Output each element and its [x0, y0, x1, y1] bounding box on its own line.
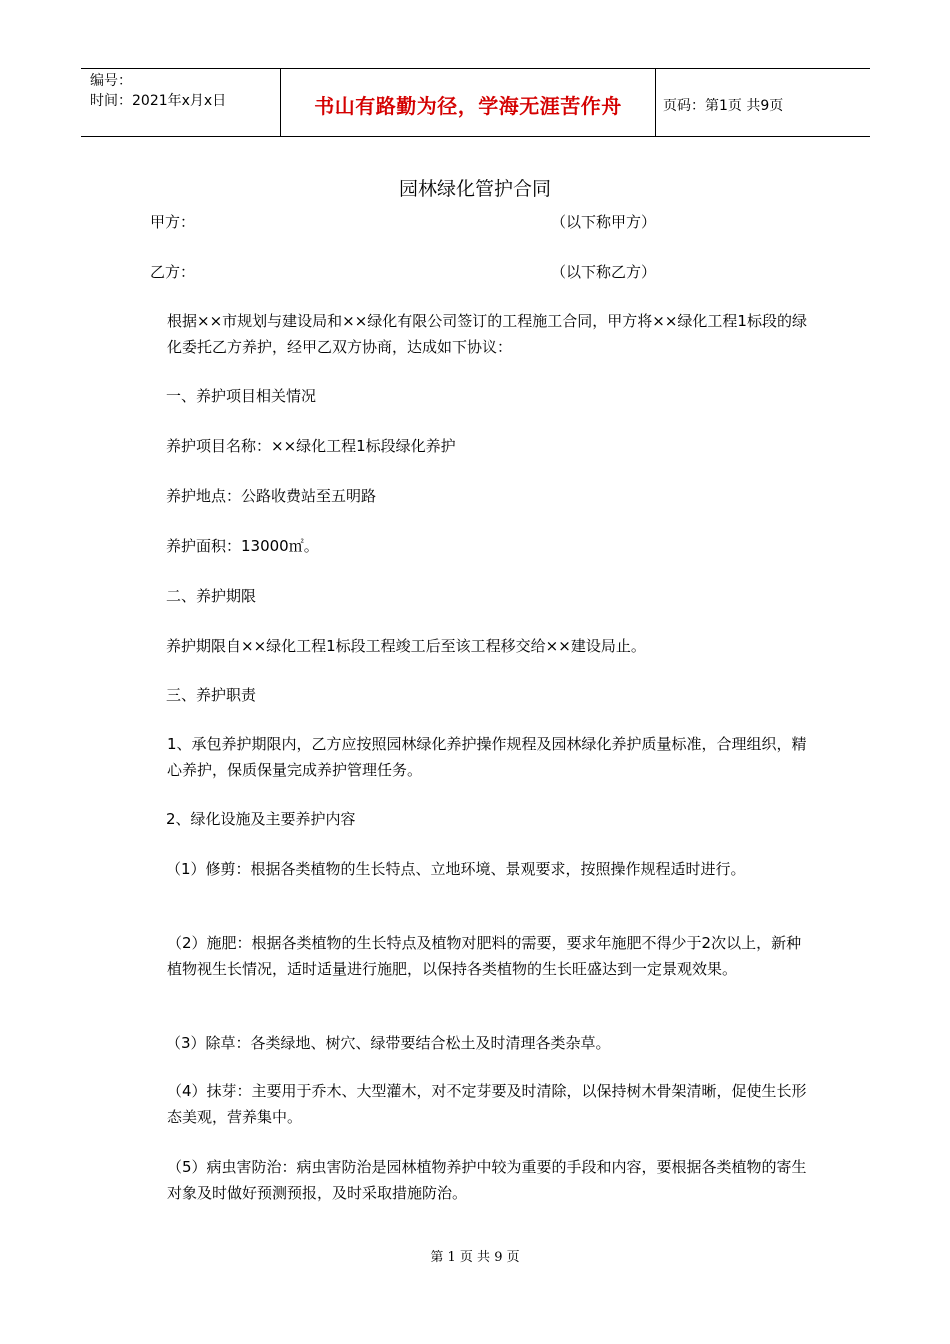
project-place: 养护地点：公路收费站至五明路: [166, 487, 377, 505]
sub-item-pest-control: [145, 1154, 815, 1206]
sub-item-pest-control-text: （5）病虫害防治：病虫害防治是园林植物养护中较为重要的手段和内容，要根据各类植物的寄生对象及时做好预测预报，及时采取措施防治。: [167, 1158, 807, 1202]
sub-item-bud-removal: [145, 1078, 815, 1130]
header-table: [81, 68, 870, 137]
party-b-note: （以下称乙方）: [551, 263, 657, 281]
project-name: 养护项目名称：××绿化工程1标段绿化养护: [166, 437, 456, 455]
duty-item-2: 2、绿化设施及主要养护内容: [166, 810, 356, 828]
section-1-heading: 一、养护项目相关情况: [166, 387, 317, 405]
duty-item-1-text: 1、承包养护期限内，乙方应按照园林绿化养护操作规程及园林绿化养护质量标准，合理组织，精心养护，保质保量完成养护管理任务。: [167, 735, 807, 779]
motto: 书山有路勤为径，学海无涯苦作舟: [314, 94, 622, 118]
header-meta: [81, 69, 281, 136]
header-motto-cell: [281, 69, 656, 136]
party-a-note: （以下称甲方）: [551, 213, 657, 231]
header-page-cell: [656, 69, 870, 136]
page-footer: 第 1 页 共 9 页: [430, 1250, 520, 1265]
section-3-heading: 三、养护职责: [166, 686, 257, 704]
party-a-label: 甲方：: [150, 213, 196, 231]
intro-text: 根据××市规划与建设局和××绿化有限公司签订的工程施工合同，甲方将××绿化工程1标段的绿化委托乙方养护，经甲乙双方协商，达成如下协议：: [167, 312, 807, 356]
intro-paragraph: [145, 308, 815, 360]
party-b-label: 乙方：: [150, 263, 196, 281]
section-2-heading: 二、养护期限: [166, 587, 257, 605]
sub-item-fertilizing: [145, 930, 815, 982]
sub-item-weeding: （3）除草：各类绿地、树穴、绿带要结合松土及时清理各类杂草。: [166, 1034, 611, 1052]
sub-item-fertilizing-text: （2）施肥：根据各类植物的生长特点及植物对肥料的需要，要求年施肥不得少于2次以上，新种植物视生长情况，适时适量进行施肥，以保持各类植物的生长旺盛达到一定景观效果。: [167, 934, 802, 978]
project-area: 养护面积：13000㎡。: [166, 537, 319, 555]
document-time: 时间：2021年x月x日: [90, 93, 227, 109]
document-title: 园林绿化管护合同: [398, 178, 551, 200]
sub-item-pruning: （1）修剪：根据各类植物的生长特点、立地环境、景观要求，按照操作规程适时进行。: [166, 860, 746, 878]
document-number: 编号：: [90, 73, 132, 89]
sub-item-bud-removal-text: （4）抹芽：主要用于乔木、大型灌木，对不定芽要及时清除，以保持树木骨架清晰，促使生长形态美观，营养集中。: [167, 1082, 807, 1126]
duty-item-1: [145, 731, 815, 783]
header-page-number: 页码：第1页 共9页: [663, 97, 784, 114]
maintenance-period: 养护期限自××绿化工程1标段工程竣工后至该工程移交给××建设局止。: [166, 637, 646, 655]
